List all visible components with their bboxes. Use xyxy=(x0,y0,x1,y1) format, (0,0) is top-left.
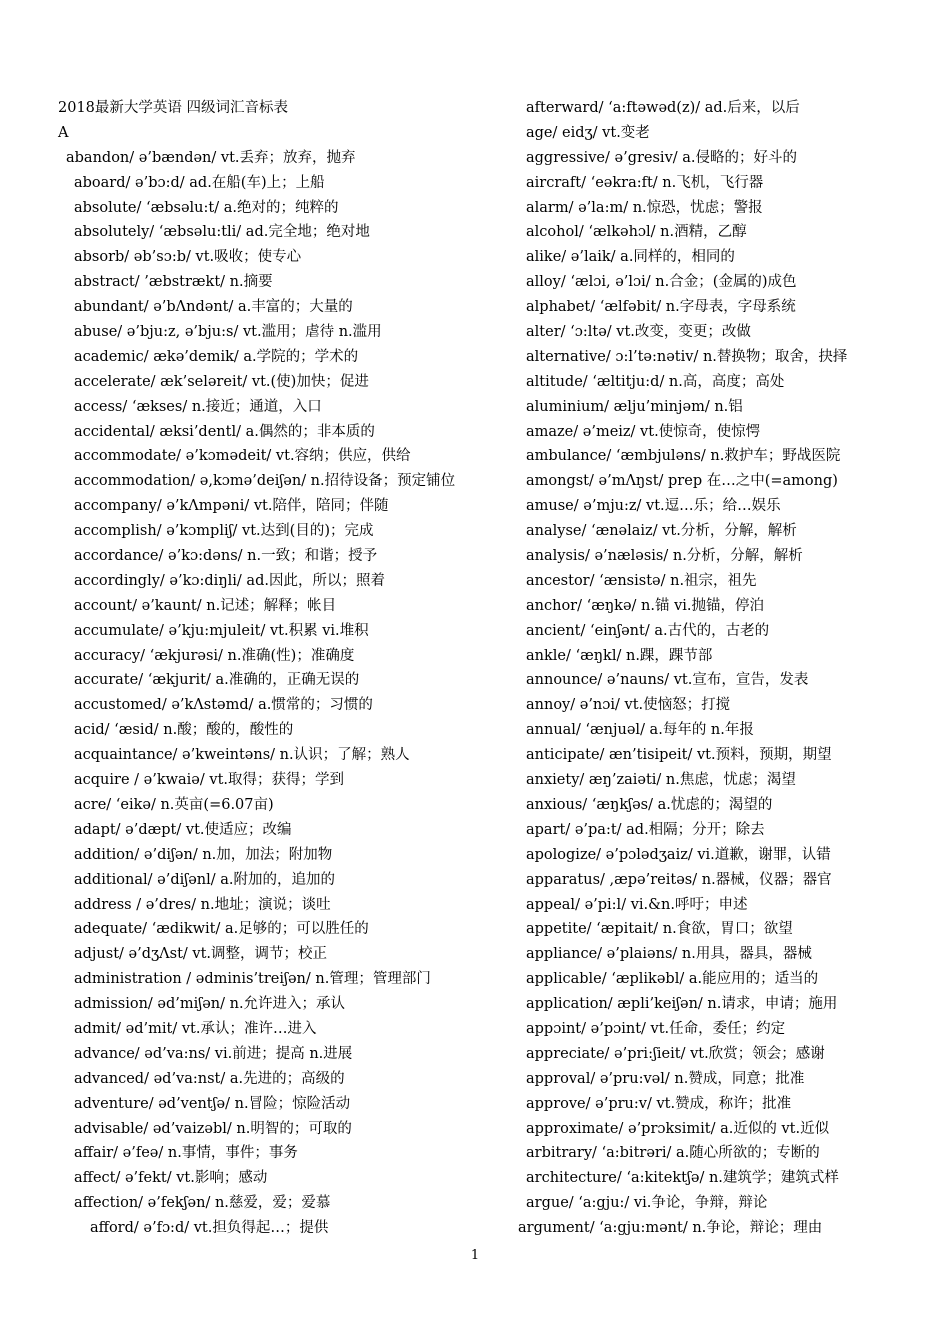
vocab-entry: anxious/ ‘æŋkʃəs/ a.忧虑的；渴望的 xyxy=(526,796,773,813)
vocab-entry: appeal/ ə’pi:l/ vi.&n.呼吁；申述 xyxy=(526,896,748,913)
vocab-entry: annual/ ‘ænjuəl/ a.每年的 n.年报 xyxy=(526,722,754,739)
vocab-entry: addition/ ə’diʃən/ n.加，加法；附加物 xyxy=(74,846,333,863)
vocab-entry: appliance/ ə’plaiəns/ n.用具，器具，器械 xyxy=(526,946,812,963)
vocab-entry: absolutely/ ‘æbsəlu:tli/ ad.完全地；绝对地 xyxy=(74,224,370,241)
vocab-entry: acre/ ‘eikə/ n.英亩(=6.07亩) xyxy=(74,796,274,813)
vocab-entry: ancestor/ ‘ænsistə/ n.祖宗，祖先 xyxy=(526,572,757,589)
vocab-entry: adapt/ ə’dæpt/ vt.使适应；改编 xyxy=(74,821,292,838)
vocab-entry: argue/ ‘a:gju:/ vi.争论，争辩，辩论 xyxy=(526,1195,768,1212)
vocab-entry: apologize/ ə’pɔlədʒaiz/ vi.道歉，谢罪，认错 xyxy=(526,846,831,863)
vocab-entry: age/ eidʒ/ vt.变老 xyxy=(526,124,650,141)
vocab-entry: altitude/ ‘æltitju:d/ n.高，高度；高处 xyxy=(526,373,785,390)
vocab-entry: accordingly/ ə’kɔ:diŋli/ ad.因此，所以；照着 xyxy=(74,572,385,589)
vocab-entry: alarm/ ə’la:m/ n.惊恐，忧虑；警报 xyxy=(526,199,763,216)
vocab-entry: adventure/ əd’ventʃə/ n.冒险；惊险活动 xyxy=(74,1095,351,1112)
vocab-entry: accumulate/ ə’kju:mjuleit/ vt.积累 vi.堆积 xyxy=(74,622,369,639)
vocab-entry: advanced/ əd’va:nst/ a.先进的；高级的 xyxy=(74,1070,345,1087)
vocab-entry: apparatus/ ,æpə’reitəs/ n.器械，仪器；器官 xyxy=(526,871,832,888)
vocab-entry: accelerate/ æk’seləreit/ vt.(使)加快；促进 xyxy=(74,373,369,390)
vocab-entry: address / ə’dres/ n.地址；演说；谈吐 xyxy=(74,896,331,913)
left-column xyxy=(58,96,478,1241)
vocab-entry: affection/ ə’fekʃən/ n.慈爱，爱；爱慕 xyxy=(74,1195,331,1212)
vocab-entry: aircraft/ ‘eəkra:ft/ n.飞机，飞行器 xyxy=(526,174,764,191)
vocab-entry: advance/ əd’va:ns/ vi.前进；提高 n.进展 xyxy=(74,1045,353,1062)
vocab-entry: amuse/ ə’mju:z/ vt.逗…乐；给…娱乐 xyxy=(526,498,781,515)
vocab-entry: apart/ ə’pa:t/ ad.相隔；分开；除去 xyxy=(526,821,765,838)
vocab-entry: approve/ ə’pru:v/ vt.赞成，称许；批准 xyxy=(526,1095,792,1112)
vocab-entry: annoy/ ə’nɔi/ vt.使恼怒；打搅 xyxy=(526,697,731,714)
vocab-entry: argument/ ‘a:gju:mənt/ n.争论，辩论；理由 xyxy=(518,1220,823,1237)
vocab-entry: adjust/ ə’dʒΛst/ vt.调整，调节；校正 xyxy=(74,946,328,963)
section-letter: A xyxy=(58,124,69,141)
right-column xyxy=(518,96,938,1241)
vocab-entry: anticipate/ æn’tisipeit/ vt.预料，预期，期望 xyxy=(526,747,832,764)
vocab-entry: accommodate/ ə’kɔmədeit/ vt.容纳；供应，供给 xyxy=(74,448,411,465)
vocab-entry: afford/ ə’fɔ:d/ vt.担负得起…；提供 xyxy=(90,1220,329,1237)
vocab-entry: accompany/ ə’kΛmpəni/ vt.陪伴，陪同；伴随 xyxy=(74,498,389,515)
vocab-entry: ankle/ ‘æŋkl/ n.踝，踝节部 xyxy=(526,647,713,664)
vocab-entry: account/ ə’kaunt/ n.记述；解释；帐目 xyxy=(74,597,337,614)
vocab-entry: abundant/ ə’bΛndənt/ a.丰富的；大量的 xyxy=(74,299,353,316)
vocab-entry: alter/ ‘ɔ:ltə/ vt.改变，变更；改做 xyxy=(526,324,751,341)
vocab-entry: alcohol/ ‘ælkəhɔl/ n.酒精，乙醇 xyxy=(526,224,747,241)
vocab-entry: announce/ ə’nauns/ vt.宣布，宣告，发表 xyxy=(526,672,809,689)
vocab-entry: alloy/ ‘ælɔi, ə’lɔi/ n.合金；(金属的)成色 xyxy=(526,274,797,291)
vocab-entry: accustomed/ ə’kΛstəmd/ a.惯常的；习惯的 xyxy=(74,697,373,714)
vocab-entry: abstract/ ’æbstrækt/ n.摘要 xyxy=(74,274,273,291)
vocab-entry: acquire / ə’kwaiə/ vt.取得；获得；学到 xyxy=(74,772,345,789)
vocab-entry: advisable/ əd’vaizəbl/ n.明智的；可取的 xyxy=(74,1120,352,1137)
vocab-entry: access/ ‘ækses/ n.接近；通道，入口 xyxy=(74,398,322,415)
vocab-entry: appetite/ ‘æpitait/ n.食欲，胃口；欲望 xyxy=(526,921,793,938)
vocab-entry: arbitrary/ ‘a:bitrəri/ a.随心所欲的；专断的 xyxy=(526,1145,820,1162)
vocab-entry: admit/ əd’mit/ vt.承认；准许…进入 xyxy=(74,1020,317,1037)
vocab-entry: accidental/ æksi’dentl/ a.偶然的；非本质的 xyxy=(74,423,375,440)
vocab-entry: accomplish/ ə’kɔmpliʃ/ vt.达到(目的)；完成 xyxy=(74,523,374,540)
vocab-entry: aluminium/ ælju’minjəm/ n.铝 xyxy=(526,398,743,415)
document-title: 2018最新大学英语 四级词汇音标表 xyxy=(58,100,289,116)
vocab-entry: appɔint/ ə’pɔint/ vt.任命，委任；约定 xyxy=(526,1020,786,1037)
vocab-entry: alternative/ ɔ:l’tə:nətiv/ n.替换物；取舍，抉择 xyxy=(526,348,848,365)
vocab-entry: ancient/ ‘einʃənt/ a.古代的，古老的 xyxy=(526,622,770,639)
page-number: 1 xyxy=(470,1248,480,1263)
vocab-entry: affect/ ə’fekt/ vt.影响；感动 xyxy=(74,1170,268,1187)
vocab-entry: admission/ əd’miʃən/ n.允许进入；承认 xyxy=(74,996,346,1013)
vocab-entry: additional/ ə’diʃənl/ a.附加的，追加的 xyxy=(74,871,336,888)
vocab-entry: absolute/ ‘æbsəlu:t/ a.绝对的；纯粹的 xyxy=(74,199,339,216)
vocab-entry: afterward/ ‘a:ftəwəd(z)/ ad.后来，以后 xyxy=(526,100,800,116)
vocab-entry: anxiety/ æŋ’zaiəti/ n.焦虑，忧虑；渴望 xyxy=(526,772,796,789)
vocab-entry: analysis/ ə’næləsis/ n.分析，分解，解析 xyxy=(526,548,803,565)
vocab-entry: accuracy/ ‘ækjurəsi/ n.准确(性)；准确度 xyxy=(74,647,355,664)
vocab-entry: acquaintance/ ə’kweintəns/ n.认识；了解；熟人 xyxy=(74,747,410,764)
vocab-entry: approval/ ə’pru:vəl/ n.赞成，同意；批准 xyxy=(526,1070,805,1087)
vocab-entry: adequate/ ‘ædikwit/ a.足够的；可以胜任的 xyxy=(74,921,369,938)
vocab-entry: ambulance/ ‘æmbjuləns/ n.救护车；野战医院 xyxy=(526,448,841,465)
vocab-entry: anchor/ ‘æŋkə/ n.锚 vi.抛锚，停泊 xyxy=(526,597,765,614)
vocab-entry: appreciate/ ə’pri:ʃieit/ vt.欣赏；领会；感谢 xyxy=(526,1045,825,1062)
vocab-entry: abuse/ ə’bju:z, ə’bju:s/ vt.滥用；虐待 n.滥用 xyxy=(74,324,382,341)
vocab-entry: application/ æpli’keiʃən/ n.请求，申请；施用 xyxy=(526,996,838,1013)
vocab-entry: accommodation/ ə,kɔmə’deiʃən/ n.招待设备；预定铺位 xyxy=(74,473,456,490)
vocab-entry: aboard/ ə’bɔ:d/ ad.在船(车)上；上船 xyxy=(74,174,325,191)
vocab-entry: accordance/ ə’kɔ:dəns/ n.一致；和谐；授予 xyxy=(74,548,378,565)
vocab-entry: administration / ədminis’treiʃən/ n.管理；管理部门 xyxy=(74,971,431,988)
vocab-entry: aggressive/ ə’gresiv/ a.侵略的；好斗的 xyxy=(526,149,798,166)
vocab-entry: alphabet/ ‘ælfəbit/ n.字母表，字母系统 xyxy=(526,299,796,316)
vocab-entry: abandon/ ə’bændən/ vt.丢弃；放弃，抛弃 xyxy=(66,149,356,166)
vocab-entry: applicable/ ‘æplikəbl/ a.能应用的；适当的 xyxy=(526,971,819,988)
vocab-entry: analyse/ ‘ænəlaiz/ vt.分析，分解，解析 xyxy=(526,523,797,540)
vocab-entry: accurate/ ‘ækjurit/ a.准确的，正确无误的 xyxy=(74,672,360,689)
vocab-entry: alike/ ə’laik/ a.同样的，相同的 xyxy=(526,249,735,266)
vocab-entry: acid/ ‘æsid/ n.酸；酸的，酸性的 xyxy=(74,722,294,739)
vocab-entry: approximate/ ə’prɔksimit/ a.近似的 vt.近似 xyxy=(526,1120,830,1137)
vocab-entry: architecture/ ‘a:kitektʃə/ n.建筑学；建筑式样 xyxy=(526,1170,839,1187)
vocab-entry: affair/ ə’feə/ n.事情，事件；事务 xyxy=(74,1145,298,1162)
vocab-entry: absorb/ əb’sɔ:b/ vt.吸收；使专心 xyxy=(74,249,302,266)
vocab-entry: academic/ ækə’demik/ a.学院的；学术的 xyxy=(74,348,359,365)
vocab-entry: amaze/ ə’meiz/ vt.使惊奇，使惊愕 xyxy=(526,423,761,440)
vocab-entry: amongst/ ə’mΛŋst/ prep 在…之中(=among) xyxy=(526,473,838,490)
